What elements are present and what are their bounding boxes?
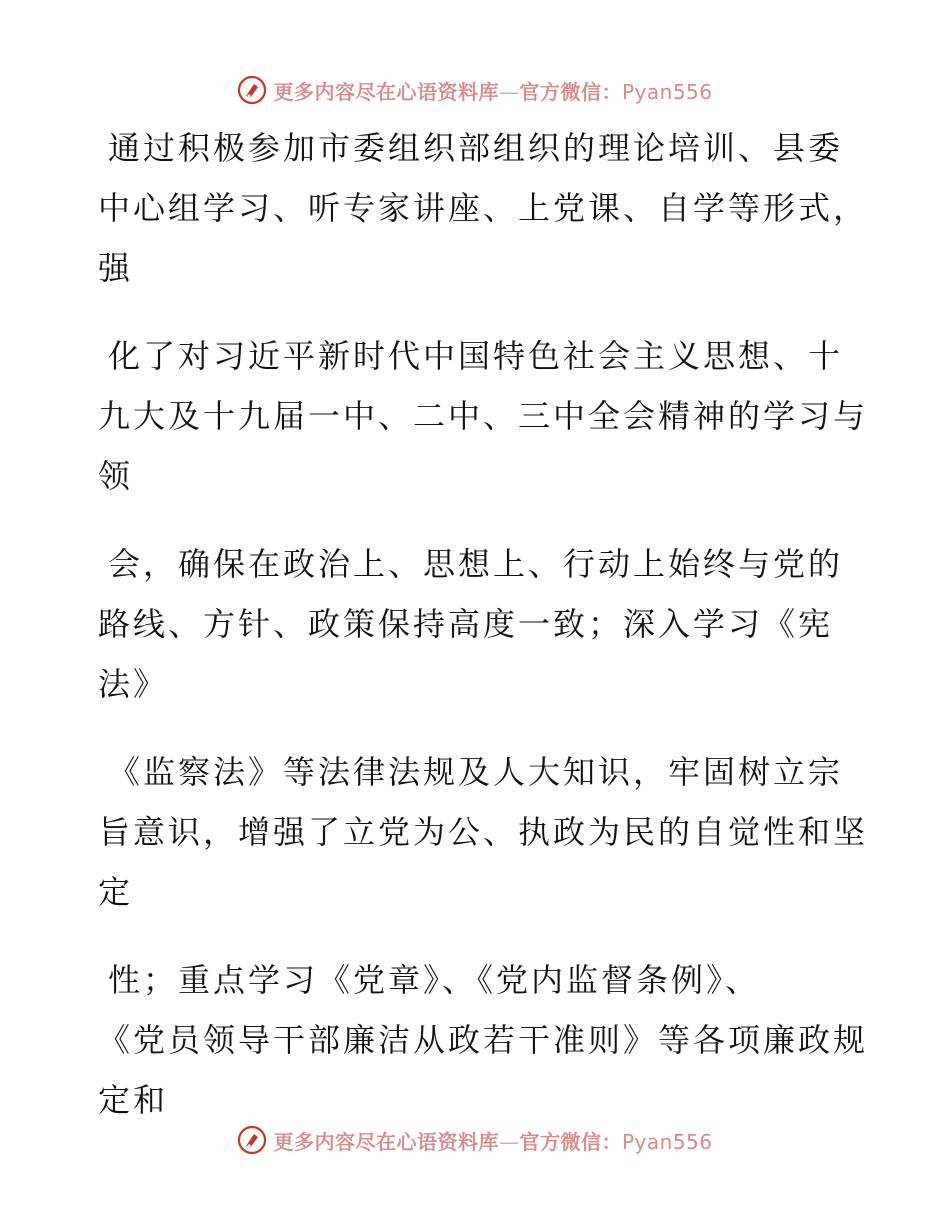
watermark-brand: 更多内容尽在心语资料库 <box>273 1129 499 1154</box>
document-body <box>98 118 888 1158</box>
text-line: 化了对习近平新时代中国特色社会主义思想、十 <box>108 337 844 375</box>
paragraph-1 <box>98 118 888 298</box>
watermark-label: 官方微信： <box>519 1129 622 1154</box>
paragraph-5 <box>98 950 888 1130</box>
text-line: 九大及十九届一中、二中、三中全会精神的学习与 <box>98 397 869 435</box>
text-line: 中心组学习、听专家讲座、上党课、自学等形式， <box>98 189 869 227</box>
text-line: 旨意识，增强了立党为公、执政为民的自觉性和坚 <box>98 813 869 851</box>
text-line: 领 <box>98 457 134 495</box>
paragraph-2 <box>98 326 888 506</box>
watermark-wechat-id: Pyan556 <box>621 79 713 104</box>
text-line: 《监察法》等法律法规及人大知识，牢固树立宗 <box>108 753 844 791</box>
text-line: 《党员领导干部廉洁从政若干准则》等各项廉政规 <box>98 1021 869 1059</box>
watermark-brand: 更多内容尽在心语资料库 <box>273 79 499 104</box>
text-line: 通过积极参加市委组织部组织的理论培训、县委 <box>108 129 844 167</box>
pen-nib-logo-icon <box>237 75 267 105</box>
text-line: 路线、方针、政策保持高度一致；深入学习《宪 <box>98 605 834 643</box>
watermark-wechat-id: Pyan556 <box>621 1129 713 1154</box>
text-line: 性；重点学习《党章》、《党内监督条例》、 <box>108 961 761 999</box>
text-line: 法》 <box>98 665 169 703</box>
watermark-separator: — <box>498 79 520 104</box>
watermark-text <box>273 1126 712 1155</box>
watermark-text <box>273 76 712 105</box>
text-line: 强 <box>98 249 134 287</box>
text-line: 会，确保在政治上、思想上、行动上始终与党的 <box>108 545 844 583</box>
footer-watermark <box>0 1120 950 1160</box>
paragraph-3 <box>98 534 888 714</box>
text-line: 定和 <box>98 1081 169 1119</box>
watermark-separator: — <box>498 1129 520 1154</box>
text-line: 定 <box>98 873 134 911</box>
watermark-label: 官方微信： <box>519 79 622 104</box>
header-watermark <box>0 70 950 110</box>
pen-nib-logo-icon <box>237 1125 267 1155</box>
paragraph-4 <box>98 742 888 922</box>
